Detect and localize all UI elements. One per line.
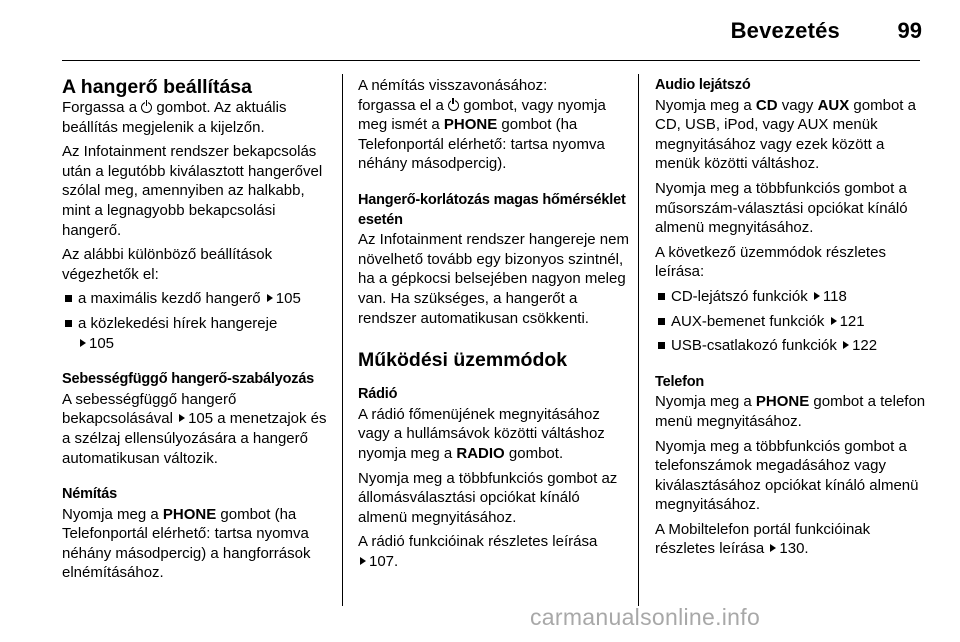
page-number: 99 [897, 18, 922, 43]
watermark: carmanualsonline.info [530, 604, 761, 630]
power-knob-icon [141, 102, 152, 113]
paragraph: Az Infotainment rendszer bekapcsolás után a legutóbb kiválasztott hangerővel szólal meg, amennyiben az halkabb, mint a legnagyobb bekapcsolási hangerő. [62, 143, 323, 239]
page-reference-icon [80, 339, 86, 347]
phone-button-label: PHONE [443, 116, 498, 134]
paragraph [358, 405, 630, 464]
text: Nyomja meg a [655, 393, 752, 411]
heading-phone: Telefon [655, 373, 705, 390]
page-reference-icon [360, 557, 366, 565]
page-reference: 121 [839, 312, 865, 330]
paragraph [655, 520, 930, 559]
phone-button-label: PHONE [755, 393, 810, 411]
text: A rádió funkcióinak részletes leírása [358, 533, 598, 551]
bullet-list [62, 289, 330, 353]
text: gombot, vagy nyomja meg ismét a [358, 96, 606, 134]
text: CD-lejátszó funkciók [671, 287, 808, 305]
list-item [62, 314, 330, 353]
power-knob-icon [448, 100, 459, 111]
paragraph: Nyomja meg a többfunkciós gombot a műsorszám-választási opciókat kínáló almenü megnyitásához. [655, 179, 908, 237]
list-item [655, 312, 930, 332]
heading-volume-limit: Hangerő-korlátozás magas hőmérséklet esetén [358, 191, 626, 228]
text: gombot a CD, USB, iPod, vagy AUX menük megnyitásához vagy ezek között a menük közötti váltáshoz. [655, 96, 916, 173]
paragraph [62, 98, 330, 137]
paragraph: A némítás visszavonásához: [358, 77, 548, 94]
paragraph [655, 392, 930, 431]
paragraph [358, 96, 630, 174]
list-item [62, 289, 330, 309]
column-divider [638, 74, 639, 606]
paragraph: Nyomja meg a többfunkciós gombot az állomásválasztási opciókat kínáló almenü megnyitásához. [358, 469, 618, 526]
text: forgassa el a [358, 96, 444, 114]
text: a menetzajok és a szélzaj ellensúlyozására a hangerő automatikusan változik. [62, 410, 327, 467]
column-2 [358, 76, 630, 576]
page-reference: 105 [188, 410, 214, 428]
paragraph: A következő üzemmódok részletes leírása: [655, 243, 886, 281]
page-reference-icon [179, 414, 185, 422]
page-header-title: Bevezetés [730, 18, 840, 43]
heading-operation-modes: Működési üzemmódok [358, 349, 568, 372]
bullet-list [655, 287, 930, 356]
radio-button-label: RADIO [456, 444, 505, 462]
heading-radio: Rádió [358, 386, 398, 403]
heading-audio-player: Audio lejátszó [655, 77, 751, 93]
page-reference: 107. [369, 552, 399, 570]
text: gombot. [508, 444, 564, 462]
page-reference: 118 [822, 287, 847, 305]
heading-volume: A hangerő beállítása [62, 76, 253, 98]
paragraph: Az Infotainment rendszer hangereje nem növelhető tovább egy bizonyos szintnél, ha a gépkocsi belsejében nagyon meleg van. Ha szükséges, a hangerőt a rendszer automatikusan csökkenti. [358, 231, 629, 327]
text: vagy [781, 96, 814, 114]
paragraph [655, 96, 930, 174]
column-divider [342, 74, 343, 606]
text: gombot (ha Telefonportál elérhető: tartsa nyomva néhány másodpercig) a hangforrások elnémításához. [62, 505, 311, 582]
text: A rádió főmenüjének megnyitásához vagy a hullámsávok közötti váltáshoz nyomja meg a [358, 405, 605, 462]
text: a közlekedési hírek hangereje [78, 314, 278, 332]
text: a maximális kezdő hangerő [78, 290, 261, 308]
text: Nyomja meg a [655, 96, 752, 114]
heading-mute: Némítás [62, 486, 118, 503]
page-reference-icon [814, 292, 820, 300]
page-reference-icon [267, 294, 273, 302]
text: A sebességfüggő hangerő bekapcsolásával [62, 390, 237, 428]
phone-button-label: PHONE [162, 505, 217, 523]
page-reference: 122 [852, 337, 878, 355]
page-reference-icon [770, 544, 776, 552]
text: gombot (ha Telefonportál elérhető: tartsa nyomva néhány másodpercig). [358, 116, 605, 173]
cd-button-label: CD [755, 96, 778, 114]
paragraph: Nyomja meg a többfunkciós gombot a telefonszámok megadásához vagy kiválasztásához opciókat kínáló almenü megnyitásához. [655, 437, 919, 514]
text: gombot. Az aktuális beállítás megjelenik a kijelzőn. [62, 99, 287, 136]
text: Nyomja meg a [62, 505, 159, 523]
text: Forgassa a [62, 99, 138, 116]
page-reference: 105 [89, 334, 115, 352]
text: AUX-bemenet funkciók [671, 312, 825, 330]
page-reference: 130. [779, 540, 809, 558]
column-1 [62, 76, 330, 588]
text: A Mobiltelefon portál funkcióinak részletes leírása [655, 520, 871, 558]
page-reference-icon [843, 341, 849, 349]
paragraph: Az alábbi különböző beállítások végezhetők el: [62, 246, 273, 283]
list-item [655, 287, 930, 307]
heading-speed-volume: Sebességfüggő hangerő-szabályozás [62, 371, 315, 388]
column-3 [655, 76, 930, 564]
paragraph [62, 390, 330, 468]
paragraph [358, 532, 630, 571]
paragraph [62, 505, 330, 583]
text: USB-csatlakozó funkciók [671, 337, 837, 355]
list-item [655, 336, 930, 356]
page-reference: 105 [275, 290, 301, 308]
page-reference-icon [831, 317, 837, 325]
header-rule [62, 60, 920, 61]
text: gombot a telefon menü megnyitásához. [655, 393, 926, 430]
aux-button-label: AUX [817, 96, 850, 114]
